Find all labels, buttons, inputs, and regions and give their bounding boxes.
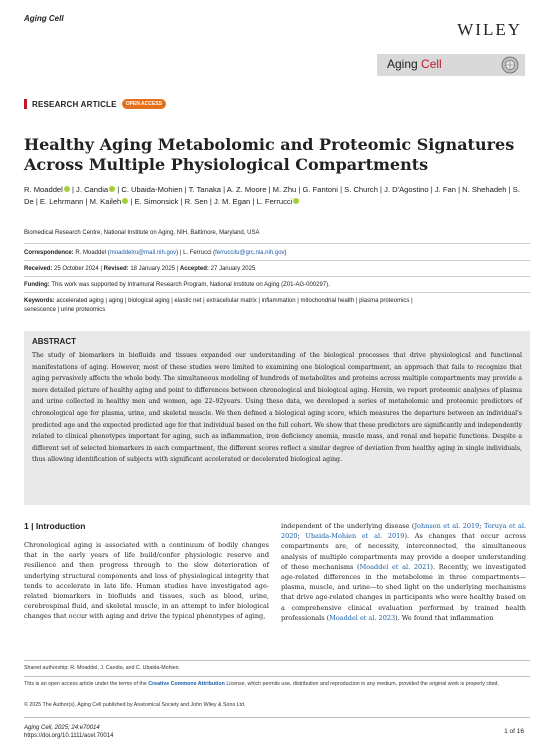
shared-authorship-note: Shared authorship: R. Moaddel, J. Candia, and C. Ubaida-Mohien. xyxy=(24,665,181,671)
author-separator: | xyxy=(296,185,303,194)
footnote-divider xyxy=(24,676,530,677)
received-label: Received: xyxy=(24,266,55,272)
keywords-label: Keywords: xyxy=(24,298,57,304)
intro-text: independent of the underlying disease ( xyxy=(281,522,415,530)
author-separator: | xyxy=(33,196,40,206)
author-separator: | xyxy=(506,185,513,194)
intro-left-column: Chronological aging is associated with a continuum of bodily changes that in the early years of life build/confer physiologic reserve and resilience and then progress through to the slow deterioration of underlying structural components and loss of physiological integrity that tends to accelerate in late life. Human studies have investigated age-related biomarkers in biofluids and tissues, such as blood, urine, cerebrospinal fluid, and skeletal muscle, in an attempt to infer biological changes that occur with aging and drive the typical phenotypes of aging, xyxy=(24,541,269,621)
journal-name-part1: Aging xyxy=(387,57,422,71)
author-name[interactable]: J. D'Agostino xyxy=(384,185,429,194)
citation-link[interactable]: Teruya et al. 2020 xyxy=(281,522,527,541)
citation-link[interactable]: Ubaida-Mohien et al. 2019 xyxy=(305,532,405,541)
orcid-icon[interactable] xyxy=(293,198,299,204)
citation-link[interactable]: Moaddel et al. 2021 xyxy=(359,562,431,571)
funding-text: This work was supported by Intramural Research Program, National Institute on Aging (Z01-AG-000297). xyxy=(51,282,330,288)
author-separator: | xyxy=(182,185,189,194)
author-separator: | xyxy=(178,196,185,206)
affiliation: Biomedical Research Centre, National Institute on Aging, NIH, Baltimore, Maryland, USA xyxy=(24,230,260,236)
copyright-note: © 2025 The Author(s). Aging Cell published by Anatomical Society and John Wiley & Sons Ltd. xyxy=(24,702,246,708)
correspondence-text: R. Moaddel ( xyxy=(75,250,110,256)
article-type-row xyxy=(24,99,166,109)
publisher-logo[interactable]: WILEY xyxy=(457,20,522,39)
citation-link[interactable]: Moaddel et al. 2023 xyxy=(329,613,396,622)
intro-text: ). As changes that occur across compartments are, of necessity, interconnected, the simultaneous analysis of multiple compartments may provide a deeper understanding of these mechanisms ( xyxy=(281,532,526,571)
author-name[interactable]: R. Moaddel xyxy=(24,185,63,194)
type-marker xyxy=(24,99,27,109)
journal-name xyxy=(387,57,442,71)
intro-right-column xyxy=(281,521,526,623)
license-note xyxy=(24,680,530,688)
license-text: License, which permits use, distribution and reproduction in any medium, provided the original work is properly cited. xyxy=(224,681,499,687)
author-separator: | xyxy=(128,196,135,206)
author-name[interactable]: G. Fantoni xyxy=(302,185,338,194)
author-separator: | xyxy=(455,185,463,194)
author-name[interactable]: N. Shehadeh xyxy=(462,185,507,194)
abstract-box xyxy=(24,331,530,505)
correspondence-text: ) | L. Ferrucci ( xyxy=(176,250,216,256)
journal-name-part2: Cell xyxy=(421,57,442,71)
author-separator: | xyxy=(250,196,257,206)
keywords-line-1: accelerated aging | aging | biological aging | elastic net | extracellular matrix | inflammation | mitochondrial health | plasma proteomics | xyxy=(56,298,413,304)
footer-citation xyxy=(24,724,113,740)
article-type: RESEARCH ARTICLE xyxy=(32,99,117,109)
divider xyxy=(24,260,530,261)
page-number: 1 of 16 xyxy=(504,728,524,735)
received-date: 25 October 2024 xyxy=(54,266,99,272)
funding xyxy=(24,281,530,290)
author-separator: | xyxy=(377,185,385,194)
citation-text: Aging Cell, 2025; 24:e70014 xyxy=(24,725,100,731)
author-separator: | xyxy=(115,185,122,194)
accepted-label: Accepted: xyxy=(179,266,211,272)
open-access-badge: OPEN ACCESS xyxy=(122,99,166,109)
article-title xyxy=(24,135,534,175)
author-name[interactable]: S. Church xyxy=(344,185,378,194)
accepted-date: 27 January 2025 xyxy=(210,266,256,272)
funding-label: Funding: xyxy=(24,282,52,288)
divider xyxy=(24,243,530,244)
author-name[interactable]: J. Candia xyxy=(76,185,109,194)
author-separator: | xyxy=(220,185,227,194)
author-name[interactable]: E. Lehrmann xyxy=(39,196,84,206)
correspondence-label: Correspondence: xyxy=(24,250,76,256)
author-name[interactable]: T. Tanaka xyxy=(188,185,221,194)
intro-text: ; xyxy=(479,522,484,530)
license-link[interactable]: Creative Commons Attribution xyxy=(148,681,225,687)
citation-link[interactable]: Johnson et al. 2019 xyxy=(414,522,480,530)
author-name[interactable]: E. Simonsick xyxy=(134,196,179,206)
society-seal-icon xyxy=(501,56,519,74)
author-separator: | xyxy=(207,196,214,206)
intro-text: ; xyxy=(297,532,306,541)
author-name[interactable]: A. Z. Moore xyxy=(226,185,267,194)
title-line-2: Across Multiple Physiological Compartments xyxy=(24,155,429,174)
journal-banner[interactable] xyxy=(377,54,525,76)
correspondence xyxy=(24,249,530,258)
author-separator: | xyxy=(83,196,90,206)
author-name[interactable]: J. M. Egan xyxy=(213,196,251,206)
divider xyxy=(24,292,530,293)
author-name[interactable]: L. Ferrucci xyxy=(256,196,293,206)
intro-text: ). We found that inflammation xyxy=(395,613,494,622)
footer-divider xyxy=(24,717,530,718)
intro-text: ). Recently, we investigated age-related differences in the metabolome in three compartments—plasma, muscle, and urine—to shed light on the underlying mechanisms that drive age-related changes in participants who were healthy based on a comprehensive clinical evaluation performed by trained health professionals ( xyxy=(281,562,526,622)
article-dates: Received: 25 October 2024 | Revised: 18 January 2025 | Accepted: 27 January 2025 xyxy=(24,266,256,272)
footnote-divider xyxy=(24,660,530,661)
email-link-moaddel[interactable]: moaddelru@mail.nih.gov xyxy=(109,250,177,256)
title-line-1: Healthy Aging Metabolomic and Proteomic Signatures xyxy=(24,135,515,154)
author-name[interactable]: S. De xyxy=(24,185,520,206)
author-list xyxy=(24,184,530,208)
author-name[interactable]: R. Sen xyxy=(184,196,208,206)
keywords-line-2: senescence | urine proteomics xyxy=(24,306,106,313)
author-separator: | xyxy=(428,185,435,194)
email-link-ferrucci[interactable]: ferruccilu@grc.nia.nih.gov xyxy=(215,250,285,256)
author-name[interactable]: C. Ubaida-Mohien xyxy=(121,185,183,194)
revised-label: Revised: xyxy=(103,266,131,272)
author-name[interactable]: M. Zhu xyxy=(272,185,297,194)
running-head: Aging Cell xyxy=(24,14,64,23)
abstract-text: The study of biomarkers in biofluids and tissues expanded our understanding of the biological processes that drive physiological and functional manifestations of aging. However, most of these studies were limited to examining one biological compartment, an approach that fails to recognize that aging pervasively affects the whole body. The simultaneous modeling of hundreds of metabolites and proteins across multiple compartments may provide a more detailed picture of healthy aging and point to differences between chronological and biological aging. Herein, we report proteomic analyses of plasma and urine collected in healthy men and women, age 22–92years. Using these data, we developed a series of metabolomic and proteomic predictors of chronological age for plasma, urine, and skeletal muscle. We then defined a biological aging score, which measures the departure between an individual's predicted age and the expected predicted age for that individual based on the full cohort. We show that these predictors are significantly and independently related to clinical phenotypes important for aging, such as inflammation, iron deficiency anemia, muscle mass, and renal and hepatic functions. Despite a different set of selected biomarkers in each compartment, the different scores reflect a similar degree of deviation from healthy aging in single individuals, thus allowing identification of subjects with significant accelerated or decelerated biological aging. xyxy=(32,352,522,464)
author-name[interactable]: J. Fan xyxy=(434,185,456,194)
correspondence-text: ) xyxy=(284,250,287,256)
revised-date: 18 January 2025 xyxy=(130,266,176,272)
divider xyxy=(24,276,530,277)
abstract-heading: ABSTRACT xyxy=(32,337,76,346)
doi-link[interactable]: https://doi.org/10.1111/acel.70014 xyxy=(24,733,114,739)
license-text: This is an open access article under the terms of the xyxy=(24,681,149,687)
keywords xyxy=(24,297,530,314)
author-name[interactable]: M. Kaileh xyxy=(89,196,122,206)
author-separator: | xyxy=(69,185,77,194)
author-separator: | xyxy=(266,185,273,194)
author-separator: | xyxy=(337,185,345,194)
section-heading-introduction: 1 | Introduction xyxy=(24,521,86,531)
